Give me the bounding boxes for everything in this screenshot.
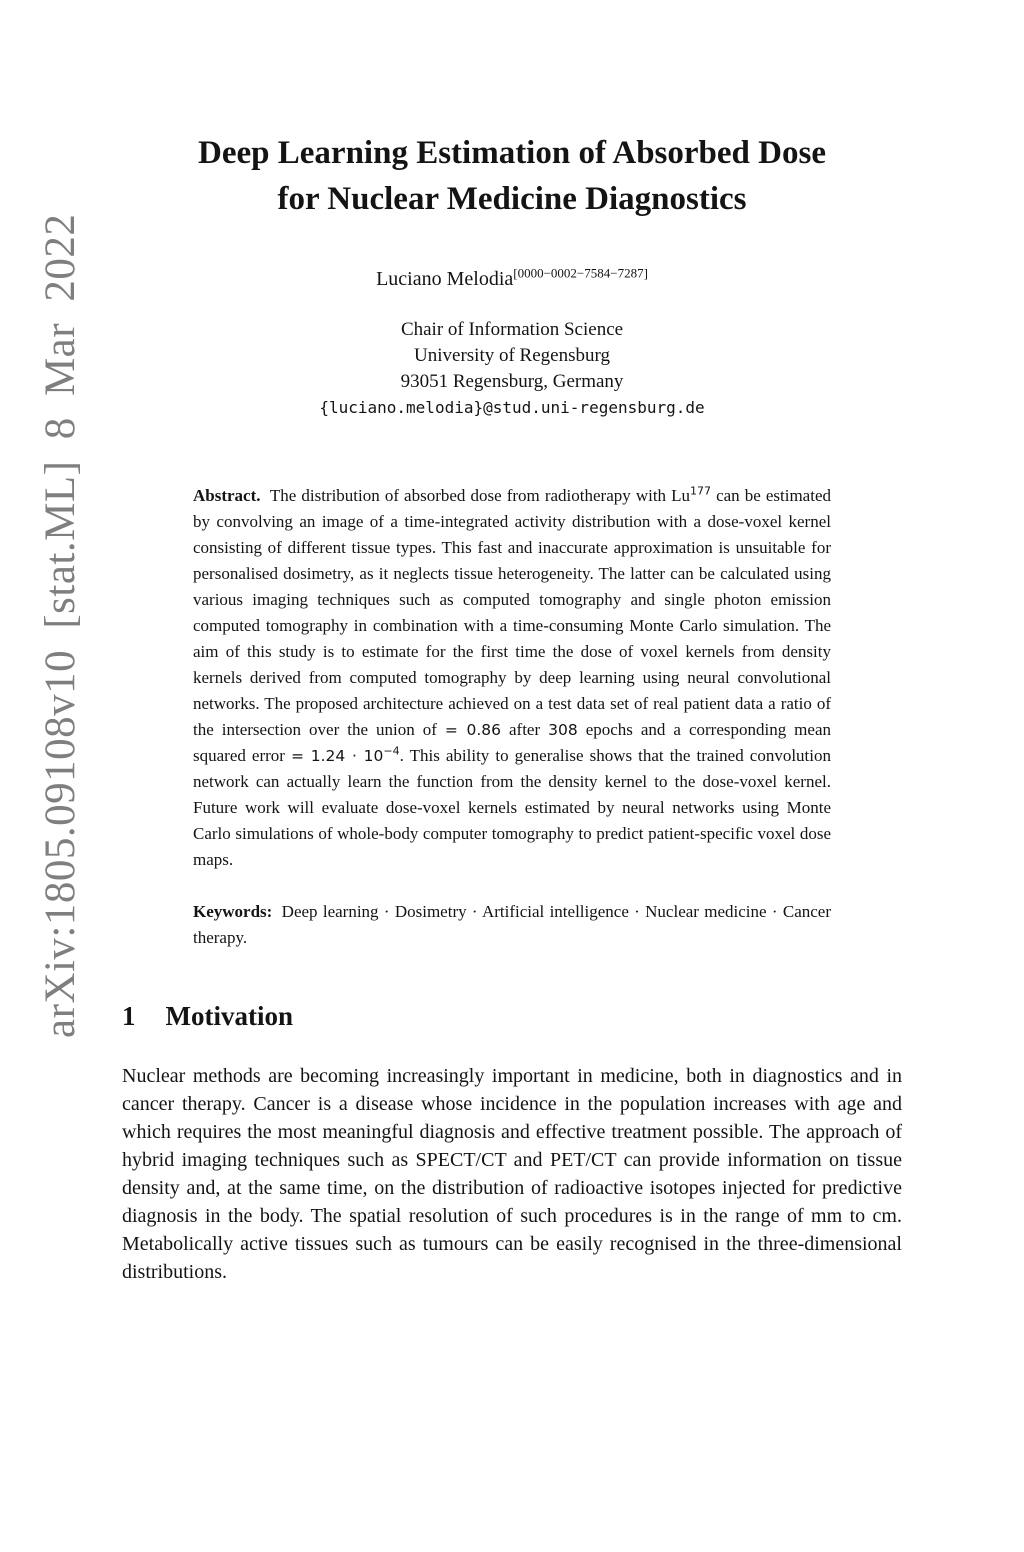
affiliation-university: University of Regensburg bbox=[414, 345, 610, 366]
iou-value: = 0.86 bbox=[444, 721, 502, 739]
affiliation-department: Chair of Information Science bbox=[400, 319, 624, 340]
abstract-part2: can be estimated by convolving an image of a time-integrated activity distribution with a dose-voxel kernel consisting of different tissue types. This fast and inaccurate approximation is unsuitable for personalised dosimetry, as it neglects tissue heterogeneity. The latter can be calculated using various imaging techniques such as computed tomography and single photon emission computed tomography in combination with a time-consuming Monte Carlo simulation. The aim of this study is to estimate for the first time the dose of voxel kernels from density kernels derived from computed tomography by deep learning using neural convolutional networks. The proposed architecture achieved on a test data set of real patient data a ratio of the intersection over the union of bbox=[193, 486, 831, 739]
paper-title-line1: Deep Learning Estimation of Absorbed Dose bbox=[198, 135, 826, 171]
affiliation-block bbox=[122, 317, 902, 421]
keywords-label: Keywords: bbox=[193, 902, 273, 921]
motivation-paragraph-1: Nuclear methods are becoming increasingly important in medicine, both in diagnostics and in cancer therapy. Cancer is a disease whose incidence in the population increases with age and which requires the most meaningful diagnosis and effective treatment possible. The approach of hybrid imaging techniques such as SPECT/CT and PET/CT can provide information on tissue density and, at the same time, on the distribution of radioactive isotopes injected for predictive diagnosis in the body. The spatial resolution of such procedures is in the range of mm to cm. Metabolically active tissues such as tumours can be easily recognised in the three-dimensional distributions. bbox=[122, 1065, 902, 1283]
paper-title bbox=[122, 130, 902, 222]
arxiv-watermark: arXiv:1805.09108v10 [stat.ML] 8 Mar 2022 bbox=[37, 213, 84, 1038]
section-1-title: Motivation bbox=[165, 1001, 293, 1031]
author-email: {luciano.melodia}@stud.uni-regensburg.de bbox=[319, 398, 705, 417]
abstract-part5: . This ability to generalise shows that the trained convolution network can actually learn the function from the density kernel to the dose-voxel kernel. Future work will evaluate dose-voxel kernels estimated by neural networks using Monte Carlo simulations of whole-body computer tomography to predict patient-specific voxel dose maps. bbox=[193, 746, 831, 869]
epochs-value: 308 bbox=[548, 721, 578, 739]
abstract-part1: The distribution of absorbed dose from radiotherapy with Lu bbox=[269, 486, 690, 505]
mse-value: = 1.24 · 10 bbox=[291, 747, 384, 765]
abstract-part3: after bbox=[501, 720, 549, 739]
keywords-text: Deep learning · Dosimetry · Artificial intelligence · Nuclear medicine · Cancer therapy. bbox=[193, 902, 831, 947]
paper-title-line2: for Nuclear Medicine Diagnostics bbox=[277, 181, 747, 217]
author-orcid-superscript: [0000−0002−7584−7287] bbox=[513, 265, 648, 281]
abstract-paragraph bbox=[193, 483, 831, 873]
mse-exponent-superscript: −4 bbox=[383, 744, 400, 758]
paper-content bbox=[122, 0, 902, 1306]
section-1-heading bbox=[122, 1001, 902, 1032]
affiliation-address: 93051 Regensburg, Germany bbox=[400, 371, 624, 392]
author-line bbox=[122, 265, 902, 291]
keywords-paragraph bbox=[193, 899, 831, 951]
lutetium-mass-superscript: 177 bbox=[690, 484, 711, 498]
abstract-part4: epochs and a corresponding mean squared error bbox=[193, 720, 831, 765]
section-1-number: 1 bbox=[122, 1001, 136, 1031]
author-name: Luciano Melodia bbox=[376, 268, 514, 290]
abstract-label: Abstract. bbox=[193, 486, 261, 505]
